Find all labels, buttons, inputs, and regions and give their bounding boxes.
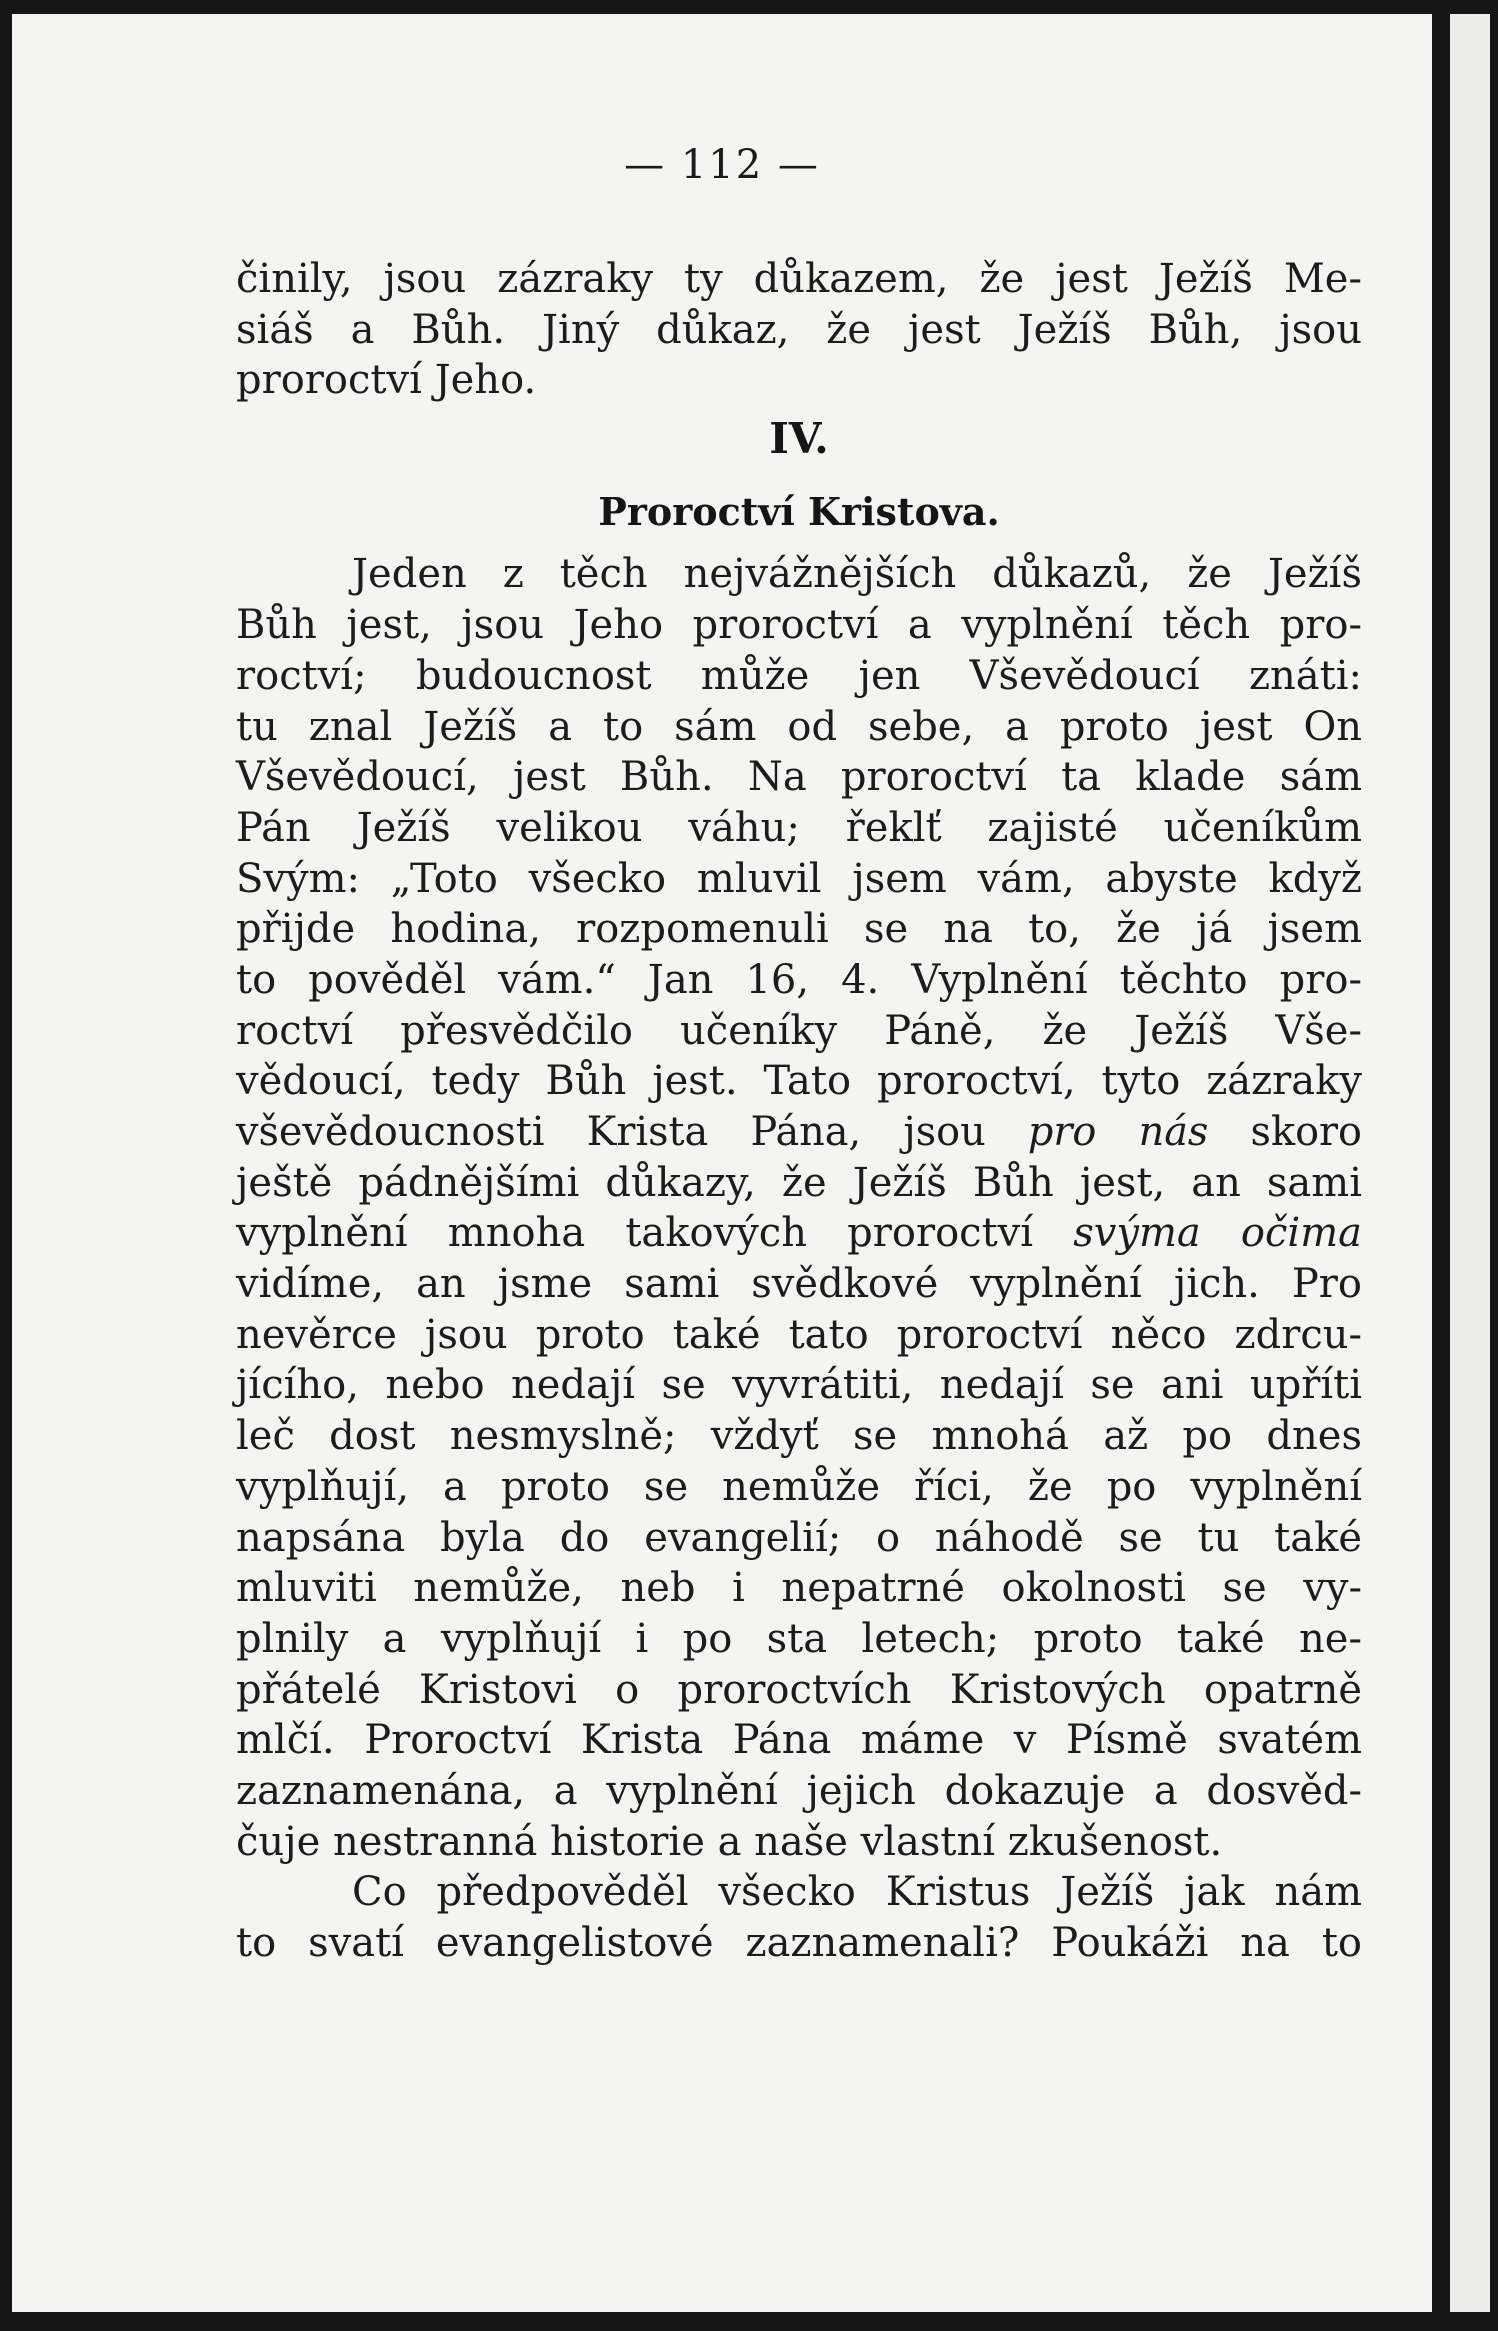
- text-run: vyplnění mnoha takových proroctví: [236, 1210, 1074, 1257]
- text-line: roctví; budoucnost může jen Vševědoucí znáti:: [236, 652, 1362, 699]
- text-block: [236, 254, 1362, 1969]
- text-line: přátelé Kristovi o proroctvích Kristových opatrně: [236, 1666, 1362, 1713]
- text-line: vědoucí, tedy Bůh jest. Tato proroctví, tyto zázraky: [236, 1058, 1362, 1105]
- text-line: roctví přesvědčilo učeníky Páně, že Ježíš Vše-: [236, 1007, 1362, 1054]
- text-run: skoro: [1208, 1109, 1362, 1155]
- italic-phrase: svýma očima: [1073, 1210, 1362, 1257]
- text-line: to svatí evangelistové zaznamenali? Poukáži na to: [236, 1920, 1362, 1966]
- text-line: to pověděl vám.“ Jan 16, 4. Vyplnění těchto pro-: [236, 956, 1362, 1003]
- text-line: siáš a Bůh. Jiný důkaz, že jest Ježíš Bůh, jsou: [236, 306, 1362, 353]
- text-line: vyplňují, a proto se nemůže říci, že po vyplnění: [236, 1463, 1362, 1510]
- text-line: čuje nestranná historie a naše vlastní zkušenost.: [236, 1818, 1223, 1865]
- text-line: Svým: „Toto všecko mluvil jsem vám, abyste když: [236, 855, 1362, 902]
- paragraph-1: [236, 254, 1362, 406]
- text-line: přijde hodina, rozpomenuli se na to, že já jsem: [236, 906, 1362, 953]
- text-line: Jeden z těch nejvážnějších důkazů, že Ježíš: [352, 551, 1362, 598]
- italic-phrase: pro nás: [1027, 1109, 1209, 1155]
- paragraph-2: [236, 549, 1362, 1867]
- text-line: vidíme, an jsme sami svědkové vyplnění jich. Pro: [236, 1261, 1362, 1308]
- text-line: Vševědoucí, jest Bůh. Na proroctví ta klade sám: [236, 754, 1362, 801]
- text-line: leč dost nesmyslně; vždyť se mnohá až po dnes: [236, 1413, 1362, 1460]
- text-line: proroctví Jeho.: [236, 357, 537, 404]
- text-line: Bůh jest, jsou Jeho proroctví a vyplnění těch pro-: [236, 602, 1362, 649]
- text-line: zaznamenána, a vyplnění jejich dokazuje a dosvěd-: [236, 1767, 1362, 1814]
- book-page: [12, 14, 1432, 2312]
- adjacent-page-edge: [1450, 14, 1490, 2312]
- text-line: mluviti nemůže, neb i nepatrné okolnosti se vy-: [236, 1565, 1362, 1612]
- text-run: vševědoucnosti Krista Pána, jsou: [236, 1109, 1028, 1155]
- text-line: tu znal Ježíš a to sám od sebe, a proto jest On: [236, 703, 1362, 750]
- text-line: mlčí. Proroctví Krista Pána máme v Písmě svatém: [236, 1717, 1362, 1764]
- text-line: jícího, nebo nedají se vyvrátiti, nedají se ani upříti: [236, 1362, 1362, 1409]
- text-line: Co předpověděl všecko Kristus Ježíš jak nám: [352, 1869, 1362, 1916]
- text-line: [236, 1208, 1362, 1259]
- text-line: ještě pádnějšími důkazy, že Ježíš Bůh jest, an sami: [236, 1159, 1362, 1206]
- paragraph-3: [236, 1867, 1362, 1968]
- text-line: napsána byla do evangelií; o náhodě se tu také: [236, 1514, 1362, 1561]
- text-line: nevěrce jsou proto také tato proroctví něco zdrcu-: [236, 1311, 1362, 1358]
- page-number: — 112 —: [624, 142, 820, 188]
- text-line: činily, jsou zázraky ty důkazem, že jest Ježíš Me-: [236, 256, 1362, 302]
- text-line: Pán Ježíš velikou váhu; řeklť zajisté učeníkům: [236, 804, 1362, 851]
- section-title: Proroctví Kristova.: [598, 488, 1000, 534]
- text-line: plnily a vyplňují i po sta letech; proto také ne-: [236, 1615, 1362, 1662]
- section-number: IV.: [769, 414, 829, 464]
- text-line: [236, 1107, 1362, 1158]
